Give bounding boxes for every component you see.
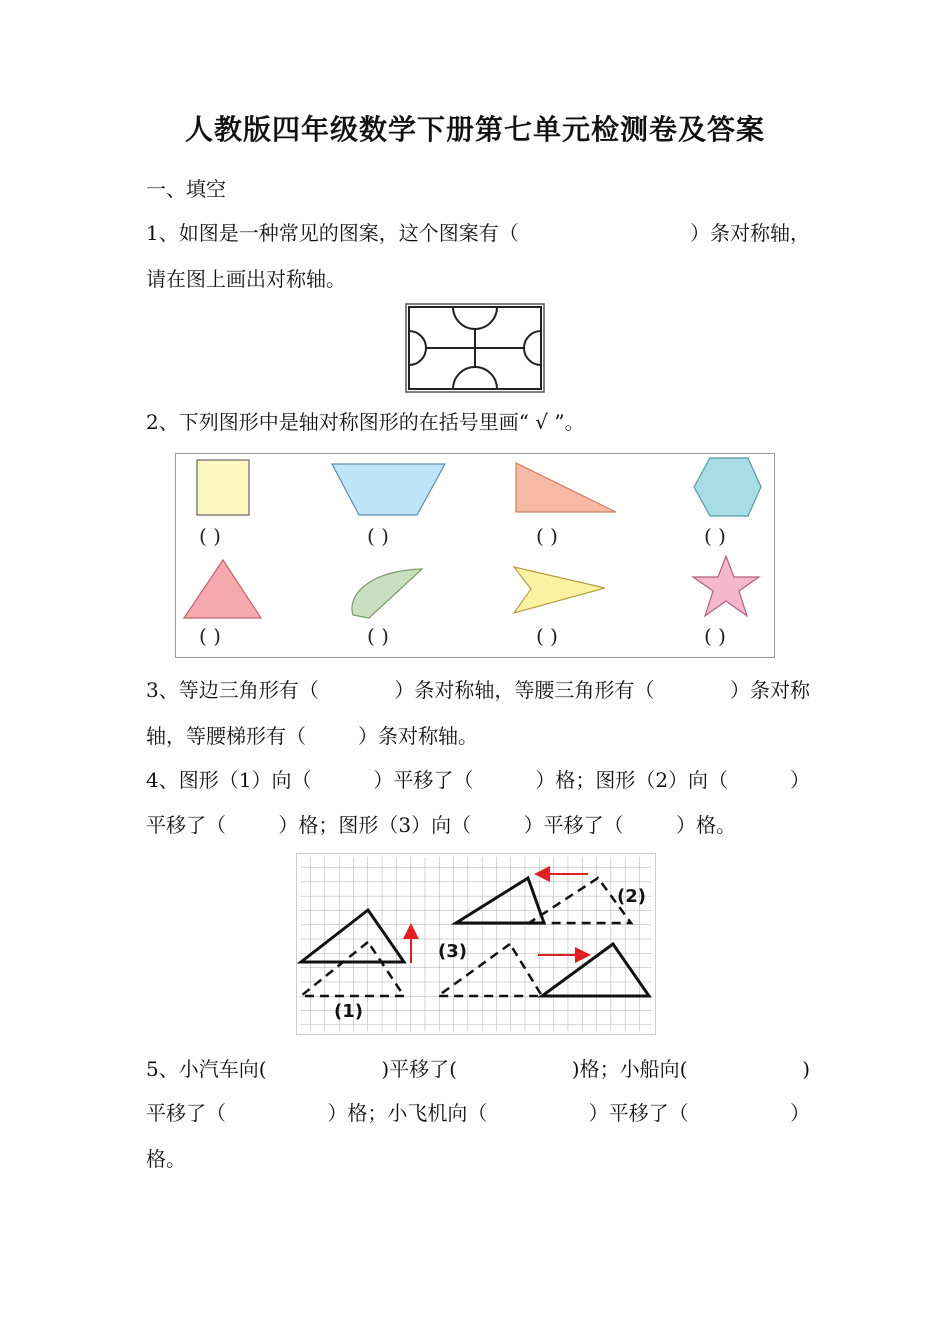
- paren-blank[interactable]: ( ): [704, 524, 726, 548]
- q5-text-f: ）格；小飞机向（: [327, 1101, 488, 1125]
- q4-text-d: ）: [790, 768, 810, 792]
- q5-text-c: )格；小船向(: [571, 1057, 688, 1081]
- q5-text-d: ): [802, 1057, 810, 1081]
- q4-text-e: 平移了（: [146, 813, 226, 837]
- paren-blank[interactable]: ( ): [367, 524, 389, 548]
- q1-text-line-2: 请在图上画出对称轴。: [146, 267, 346, 291]
- q4-text-c: ）格；图形（2）向（: [535, 768, 729, 792]
- label-1: (1): [334, 1001, 363, 1022]
- translation-grid-figure: [296, 853, 656, 1035]
- paren-blank[interactable]: ( ): [536, 624, 558, 648]
- question-4-line-1: [146, 767, 810, 793]
- q3-text-e: ）条对称轴。: [358, 724, 478, 748]
- label-2: (2): [617, 886, 646, 907]
- q2-text: 2、下列图形中是轴对称图形的在括号里画“ √ ”。: [146, 410, 585, 434]
- question-3-line-2: [146, 723, 810, 749]
- label-3: (3): [438, 941, 467, 962]
- symmetry-pattern-figure: [405, 303, 545, 393]
- q5-text-e: 平移了（: [146, 1101, 226, 1125]
- q5-text-line-3: 格。: [146, 1147, 186, 1171]
- q3-text-a: 3、等边三角形有（: [146, 678, 319, 702]
- paren-blank[interactable]: ( ): [367, 624, 389, 648]
- q1-text-b: ）条对称轴，: [690, 221, 810, 245]
- paren-blank[interactable]: ( ): [536, 524, 558, 548]
- question-5-line-2: [146, 1100, 810, 1126]
- paren-blank[interactable]: ( ): [199, 624, 221, 648]
- paren-blank[interactable]: ( ): [199, 524, 221, 548]
- shapes-panel: [175, 453, 775, 658]
- q4-text-g: ）平移了（: [523, 813, 624, 837]
- q3-text-c: ）条对称: [729, 678, 810, 702]
- square-shape: [197, 460, 249, 515]
- question-3-line-1: [146, 677, 810, 703]
- q3-text-b: ）条对称轴，等腰三角形有（: [394, 678, 655, 702]
- q1-text-a: 1、如图是一种常见的图案，这个图案有（: [146, 221, 519, 245]
- section-heading: 一、填空: [146, 177, 226, 201]
- q4-text-f: ）格；图形（3）向（: [278, 813, 472, 837]
- q4-text-h: ）格。: [676, 813, 736, 837]
- question-1-line-1: [146, 220, 810, 246]
- q4-text-a: 4、图形（1）向（: [146, 768, 312, 792]
- q5-text-a: 5、小汽车向(: [146, 1057, 267, 1081]
- page-title: 人教版四年级数学下册第七单元检测卷及答案: [184, 113, 765, 146]
- q5-text-h: ）: [789, 1101, 810, 1125]
- q5-text-b: )平移了(: [381, 1057, 457, 1081]
- q5-text-g: ）平移了（: [588, 1101, 689, 1125]
- paren-blank[interactable]: ( ): [704, 624, 726, 648]
- q4-text-b: ）平移了（: [373, 768, 474, 792]
- question-5-line-1: [146, 1056, 810, 1082]
- q3-text-d: 轴，等腰梯形有（: [146, 724, 306, 748]
- question-4-line-2: [146, 812, 736, 838]
